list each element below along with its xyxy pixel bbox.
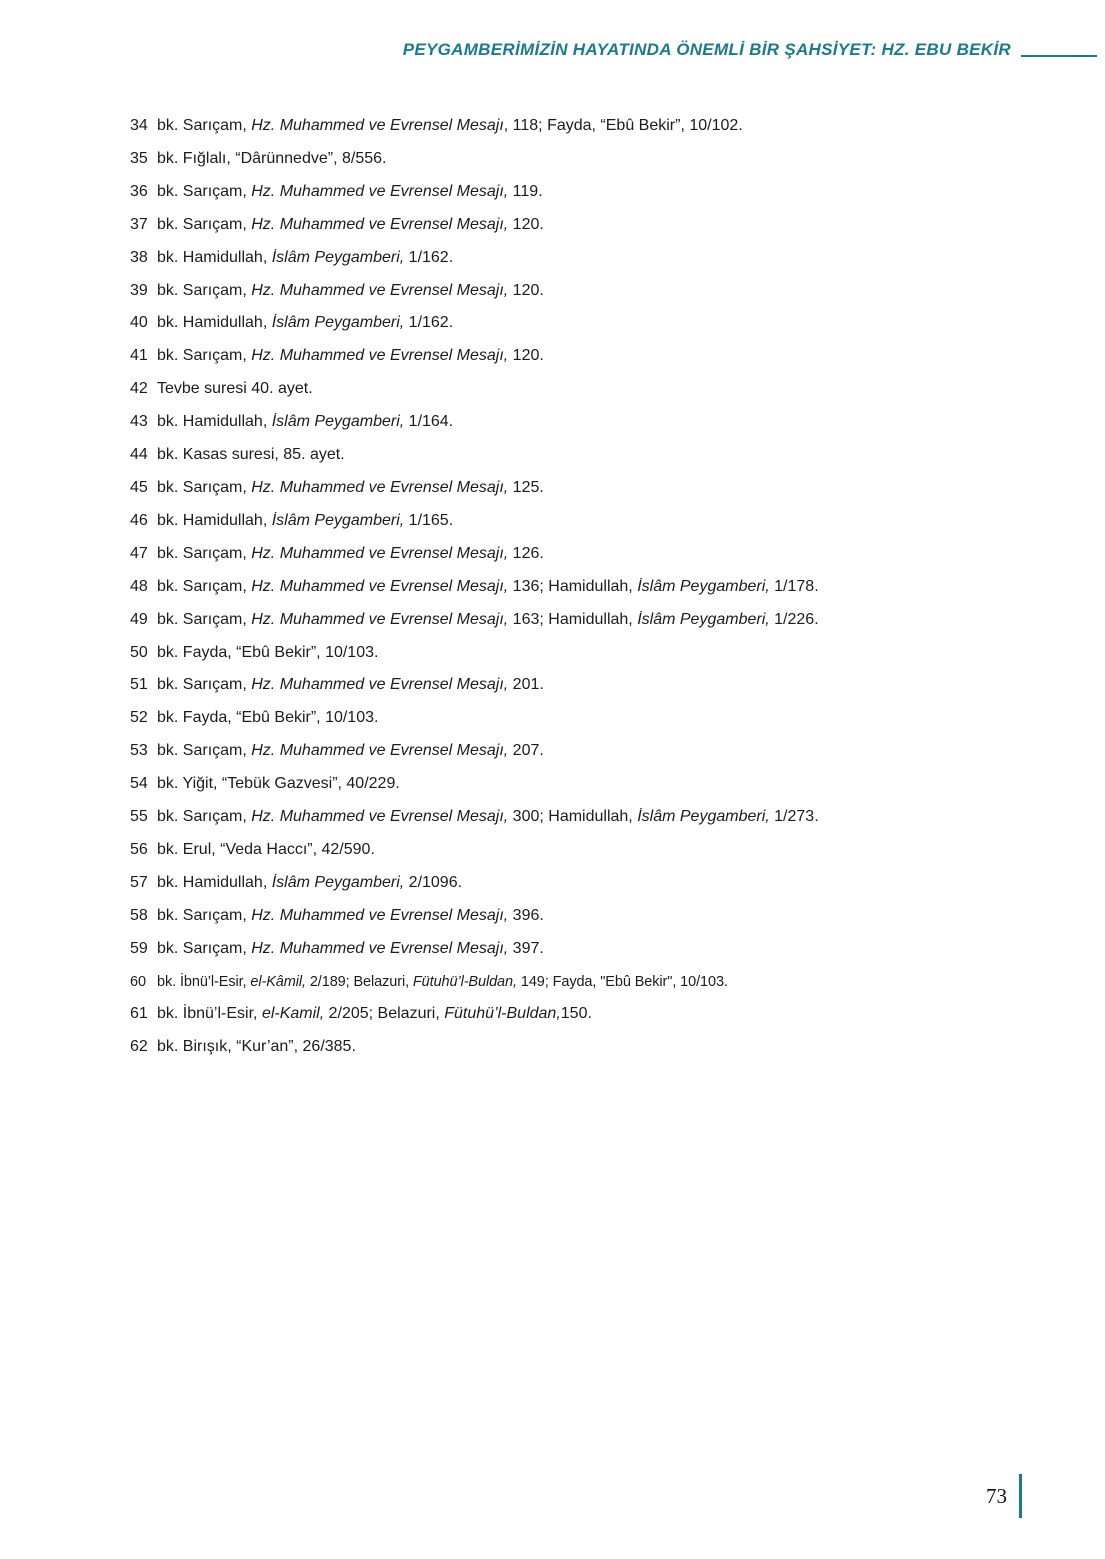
- header-rule: [1021, 55, 1097, 57]
- note-row: [130, 143, 1065, 176]
- note-number: 42: [130, 380, 148, 398]
- note-row: [130, 735, 1065, 768]
- note-row: [130, 373, 1065, 406]
- note-row: [130, 604, 1065, 637]
- note-text: bk. Fığlalı, “Dârünnedve”, 8/556.: [157, 149, 387, 167]
- note-number: 60: [130, 973, 146, 990]
- note-row: [130, 900, 1065, 933]
- note-row: [130, 933, 1065, 966]
- note-number: 53: [130, 742, 148, 760]
- note-number: 52: [130, 709, 148, 727]
- note-text: bk. Sarıçam, Hz. Muhammed ve Evrensel Mesajı, 118; Fayda, “Ebû Bekir”, 10/102.: [157, 117, 743, 134]
- note-text: bk. Sarıçam, Hz. Muhammed ve Evrensel Mesajı, 397.: [157, 939, 544, 957]
- note-number: 45: [130, 478, 148, 496]
- note-text: bk. Sarıçam, Hz. Muhammed ve Evrensel Mesajı, 300; Hamidullah, İslâm Peygamberi, 1/273.: [157, 808, 819, 826]
- note-text: bk. Hamidullah, İslâm Peygamberi, 2/1096.: [157, 873, 463, 891]
- note-number: 54: [130, 775, 148, 793]
- note-number: 41: [130, 347, 148, 365]
- note-row: [130, 768, 1065, 801]
- note-number: 62: [130, 1038, 148, 1056]
- note-text: bk. Sarıçam, Hz. Muhammed ve Evrensel Mesajı, 125.: [157, 478, 544, 496]
- note-text: bk. Sarıçam, Hz. Muhammed ve Evrensel Mesajı, 163; Hamidullah, İslâm Peygamberi, 1/226.: [157, 610, 819, 628]
- note-number: 38: [130, 248, 148, 266]
- note-number: 34: [130, 117, 148, 134]
- note-row: [130, 637, 1065, 670]
- note-number: 43: [130, 413, 148, 431]
- note-text: bk. Kasas suresi, 85. ayet.: [157, 446, 345, 464]
- note-text: bk. Sarıçam, Hz. Muhammed ve Evrensel Mesajı, 207.: [157, 742, 544, 760]
- note-text: bk. Sarıçam, Hz. Muhammed ve Evrensel Mesajı, 126.: [157, 544, 544, 562]
- note-row: [130, 176, 1065, 209]
- page-header: [0, 40, 1097, 60]
- note-row: [130, 505, 1065, 538]
- note-text: bk. Sarıçam, Hz. Muhammed ve Evrensel Mesajı, 396.: [157, 906, 544, 924]
- note-row: [130, 472, 1065, 505]
- note-row: [130, 998, 1065, 1031]
- note-row: [130, 439, 1065, 472]
- note-row: [130, 702, 1065, 735]
- note-text: bk. Sarıçam, Hz. Muhammed ve Evrensel Mesajı, 201.: [157, 676, 544, 694]
- note-number: 36: [130, 182, 148, 200]
- note-number: 44: [130, 446, 148, 464]
- note-text: Tevbe suresi 40. ayet.: [157, 380, 313, 398]
- note-number: 37: [130, 215, 148, 233]
- note-number: 51: [130, 676, 148, 694]
- note-number: 56: [130, 840, 148, 858]
- note-number: 49: [130, 610, 148, 628]
- note-text: bk. Hamidullah, İslâm Peygamberi, 1/165.: [157, 511, 454, 529]
- note-row: [130, 867, 1065, 900]
- note-text: bk. Hamidullah, İslâm Peygamberi, 1/164.: [157, 413, 454, 431]
- note-number: 40: [130, 314, 148, 332]
- note-text: bk. Sarıçam, Hz. Muhammed ve Evrensel Mesajı, 120.: [157, 215, 544, 233]
- note-text: bk. Erul, “Veda Haccı”, 42/590.: [157, 840, 375, 858]
- note-text: bk. Birışık, “Kur’an”, 26/385.: [157, 1038, 356, 1056]
- note-row: [130, 834, 1065, 867]
- note-row: [130, 275, 1065, 308]
- note-row: [130, 209, 1065, 242]
- note-text: bk. Sarıçam, Hz. Muhammed ve Evrensel Mesajı, 120.: [157, 347, 544, 365]
- note-row: [130, 307, 1065, 340]
- note-number: 55: [130, 808, 148, 826]
- note-row: [130, 406, 1065, 439]
- page-footer: [0, 1474, 1022, 1518]
- note-text: bk. Fayda, “Ebû Bekir”, 10/103.: [157, 643, 379, 661]
- page-number: 73: [986, 1483, 1007, 1508]
- note-row: [130, 538, 1065, 571]
- note-text: bk. Yiğit, “Tebük Gazvesi”, 40/229.: [157, 775, 400, 793]
- note-row: [130, 669, 1065, 702]
- note-text: bk. Sarıçam, Hz. Muhammed ve Evrensel Mesajı, 136; Hamidullah, İslâm Peygamberi, 1/178.: [157, 577, 819, 595]
- note-number: 58: [130, 906, 148, 924]
- note-text: bk. Fayda, “Ebû Bekir”, 10/103.: [157, 709, 379, 727]
- note-text: bk. Hamidullah, İslâm Peygamberi, 1/162.: [157, 314, 454, 332]
- note-text: bk. Hamidullah, İslâm Peygamberi, 1/162.: [157, 248, 454, 266]
- note-number: 59: [130, 939, 148, 957]
- note-text: bk. İbnü’l-Esir, el-Kâmil, 2/189; Belazuri, Fütuhü’l-Buldan, 149; Fayda, "Ebû Bekir", 10/103.: [157, 973, 728, 990]
- note-row: [130, 340, 1065, 373]
- note-number: 61: [130, 1005, 148, 1023]
- note-row: [130, 1031, 1065, 1064]
- running-head-title: PEYGAMBERİMİZİN HAYATINDA ÖNEMLİ BİR ŞAHSİYET: HZ. EBU BEKİR: [402, 40, 1011, 59]
- note-text: bk. İbnü’l-Esir, el-Kamil, 2/205; Belazuri, Fütuhü’l-Buldan,150.: [157, 1005, 592, 1023]
- note-row: [130, 966, 1065, 999]
- note-number: 46: [130, 511, 148, 529]
- note-row: [130, 242, 1065, 275]
- note-row: [130, 801, 1065, 834]
- note-number: 39: [130, 281, 148, 299]
- note-text: bk. Sarıçam, Hz. Muhammed ve Evrensel Mesajı, 120.: [157, 281, 544, 299]
- note-number: 48: [130, 577, 148, 595]
- note-number: 57: [130, 873, 148, 891]
- note-text: bk. Sarıçam, Hz. Muhammed ve Evrensel Mesajı, 119.: [157, 182, 543, 200]
- note-number: 47: [130, 544, 148, 562]
- endnotes-list: [130, 110, 1065, 1064]
- note-row: [130, 571, 1065, 604]
- note-number: 35: [130, 149, 148, 167]
- note-number: 50: [130, 643, 148, 661]
- note-row: [130, 110, 1065, 143]
- page-number-divider: [1019, 1474, 1022, 1518]
